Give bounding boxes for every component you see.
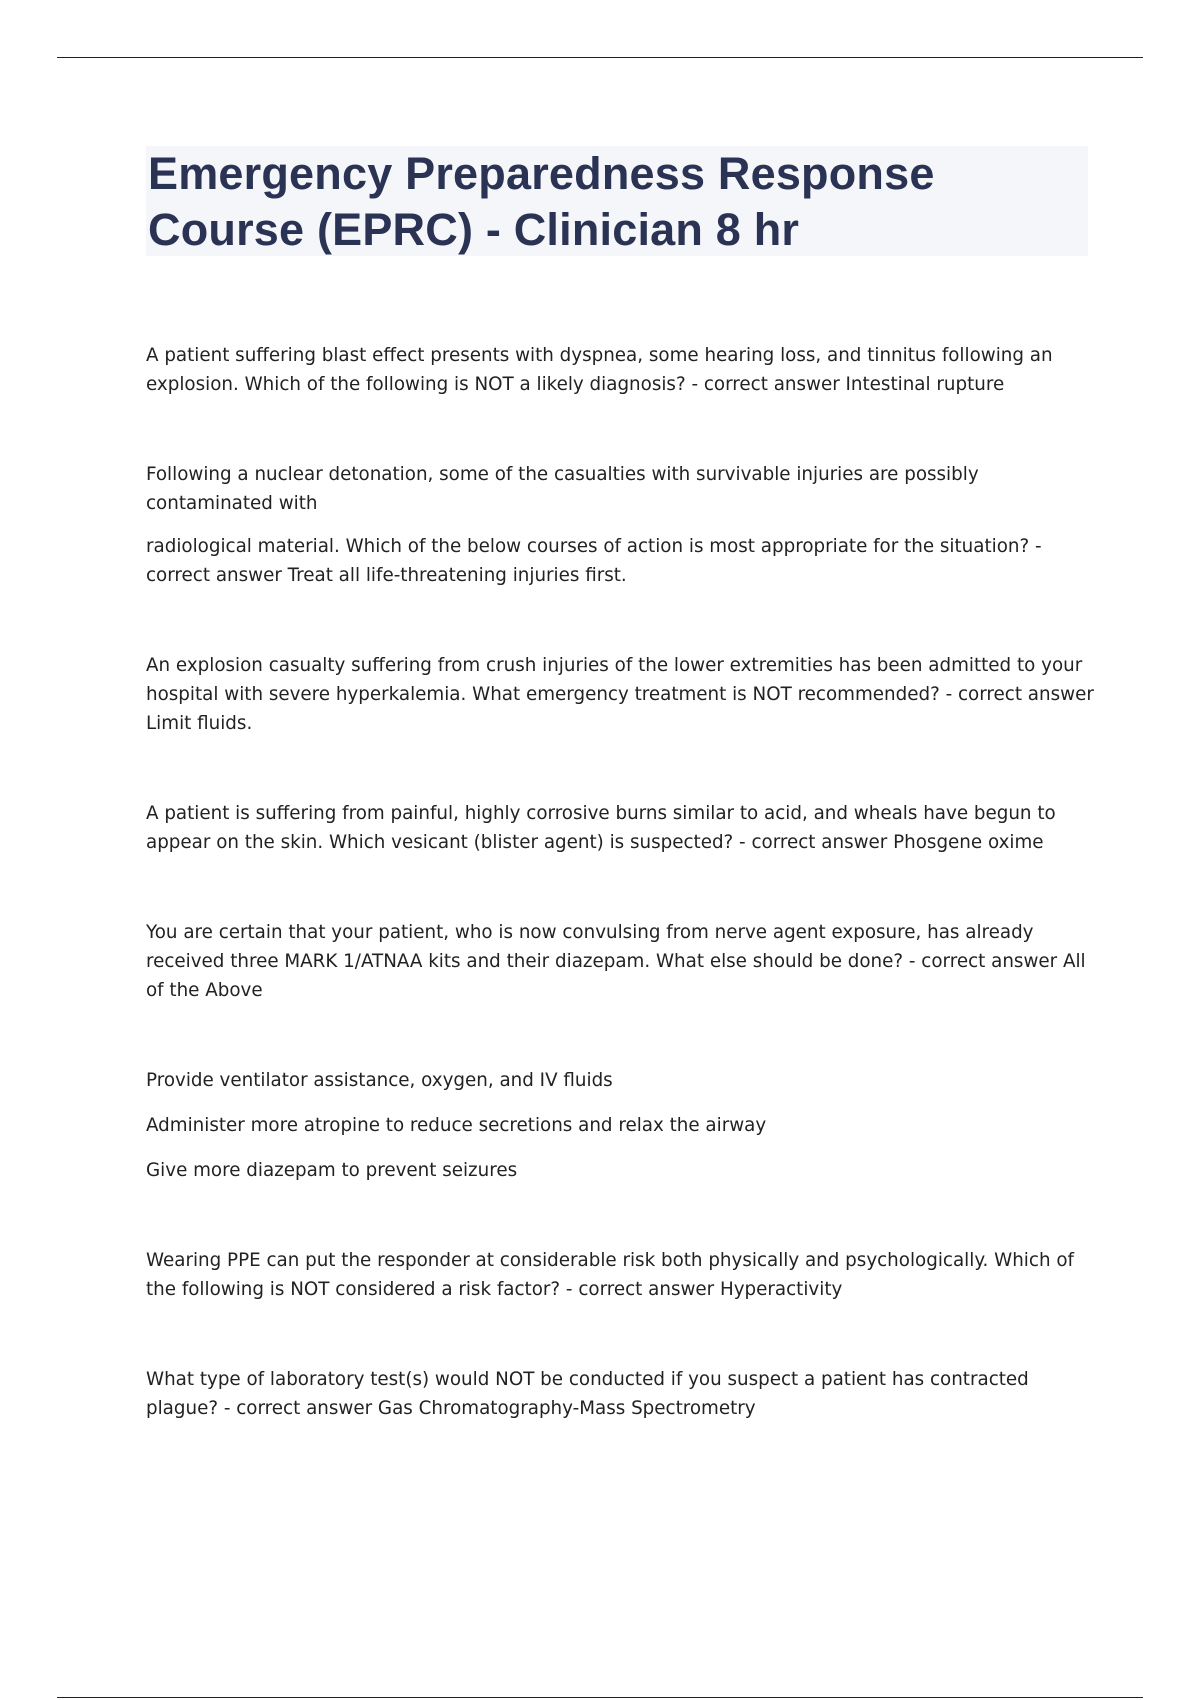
qa-paragraph-nerve-agent: You are certain that your patient, who is now convulsing from nerve agent exposure, has already received three MARK 1/ATNAA kits and their diazepam. What else should be done? - correct answer All of the Above [146,922,1086,1001]
qa-paragraph-ppe-risk: Wearing PPE can put the responder at considerable risk both physically and psychologically. Which of the following is NOT considered a risk factor? - correct answer Hyperactivity [146,1250,1074,1300]
qa-paragraph-nuclear-detonation: Following a nuclear detonation, some of the casualties with survivable injuries are possibly contaminated with [146,464,979,514]
answer-option-diazepam: Give more diazepam to prevent seizures [146,1160,518,1181]
qa-paragraph-vesicant: A patient is suffering from painful, highly corrosive burns similar to acid, and wheals have begun to appear on the skin. Which vesicant (blister agent) is suspected? - correct answer Phosgene oxime [146,803,1056,853]
header-rule [57,57,1143,58]
qa-paragraph-radiological-material: radiological material. Which of the below courses of action is most appropriate for the situation? - correct answer Treat all life-threatening injuries first. [146,536,1042,586]
answer-option-atropine: Administer more atropine to reduce secretions and relax the airway [146,1115,767,1136]
document-title: Emergency Preparedness Response Course (EPRC) - Clinician 8 hr [148,148,935,255]
footer-rule [57,1697,1143,1698]
qa-paragraph-blast-effect: A patient suffering blast effect presents with dyspnea, some hearing loss, and tinnitus following an explosion. Which of the following is NOT a likely diagnosis? - correct answer Intestinal rupture [146,345,1053,395]
document-body [146,341,1096,1423]
answer-option-ventilator: Provide ventilator assistance, oxygen, and IV fluids [146,1070,613,1091]
title-banner [146,146,1088,256]
qa-paragraph-crush-injuries: An explosion casualty suffering from crush injuries of the lower extremities has been admitted to your hospital with severe hyperkalemia. What emergency treatment is NOT recommended? - correct answer Limit fluids. [146,655,1094,734]
qa-paragraph-plague-test: What type of laboratory test(s) would NOT be conducted if you suspect a patient has contracted plague? - correct answer Gas Chromatography-Mass Spectrometry [146,1369,1029,1419]
